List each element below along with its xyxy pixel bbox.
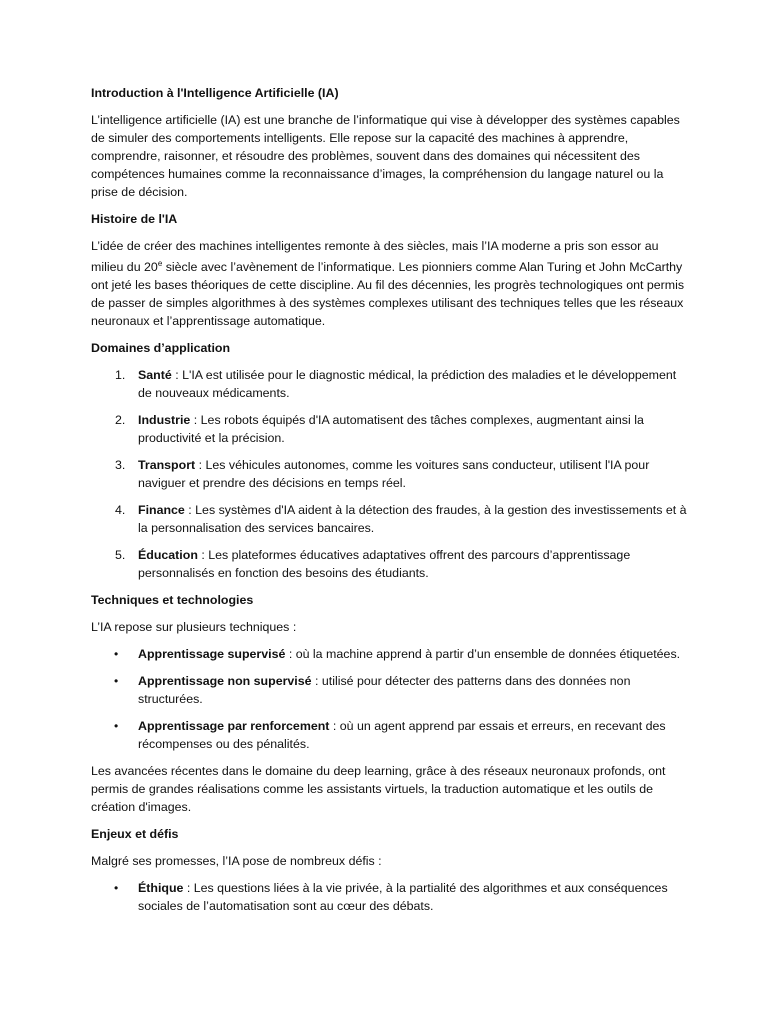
list-item-desc: : L'IA est utilisée pour le diagnostic médical, la prédiction des maladies et le développement de nouveaux médicaments.: [138, 368, 677, 401]
list-marker: 3.: [115, 458, 126, 473]
list-item-desc: : Les robots équipés d'IA automatisent des tâches complexes, augmentant ainsi la productivité et la précision.: [138, 413, 644, 446]
list-item-term: Industrie: [138, 413, 191, 428]
list-item-term: Apprentissage supervisé: [138, 647, 286, 662]
challenges-list: [91, 879, 691, 915]
list-item: [91, 411, 691, 447]
techniques-intro: L’IA repose sur plusieurs techniques :: [91, 620, 297, 635]
history-text-end: siècle avec l’avènement de l’informatique. Les pionniers comme Alan Turing et John McCarthy ont jeté les bases théoriques de cette discipline. Au fil des décennies, les progrès technologiques ont permis de passer de simples algorithmes à des systèmes complexes utilisant des techniques telles que les réseaux neuronaux et l’apprentissage automatique.: [91, 260, 685, 329]
list-item-term: Apprentissage non supervisé: [138, 674, 312, 689]
bullet-icon: •: [114, 674, 119, 689]
bullet-icon: •: [114, 719, 119, 734]
history-heading: Histoire de l'IA: [91, 212, 178, 226]
list-item-desc: : Les plateformes éducatives adaptatives offrent des parcours d’apprentissage personnalisés en fonction des besoins des étudiants.: [138, 548, 631, 581]
history-text-start: L’idée de créer des machines intelligentes remonte à des siècles, mais l’IA moderne a pris son essor au milieu du 20: [91, 239, 659, 275]
list-item: [91, 501, 691, 537]
applications-list: [91, 366, 691, 582]
list-marker: 5.: [115, 548, 126, 563]
century-superscript: e: [157, 259, 163, 268]
list-item-desc: : utilisé pour détecter des patterns dans des données non structurées.: [138, 674, 631, 707]
challenges-heading: Enjeux et défis: [91, 827, 179, 842]
techniques-list: [91, 645, 691, 753]
list-marker: 1.: [115, 368, 126, 383]
list-item-desc: : Les véhicules autonomes, comme les voitures sans conducteur, utilisent l'IA pour naviguer et prendre des décisions en temps réel.: [138, 458, 650, 491]
bullet-icon: •: [114, 647, 119, 662]
history-paragraph: [91, 237, 691, 330]
document-title: Introduction à l'Intelligence Artificielle (IA): [91, 86, 339, 100]
list-item-term: Apprentissage par renforcement: [138, 719, 330, 734]
applications-heading: Domaines d’application: [91, 341, 231, 356]
list-item-term: Santé: [138, 368, 172, 383]
list-item-desc: : Les systèmes d'IA aident à la détection des fraudes, à la gestion des investissements et à la personnalisation des services bancaires.: [138, 503, 687, 536]
challenges-intro: Malgré ses promesses, l’IA pose de nombreux défis :: [91, 854, 382, 869]
list-item-desc: : Les questions liées à la vie privée, à la partialité des algorithmes et aux conséquences sociales de l’automatisation sont au cœur des débats.: [138, 881, 668, 914]
list-item: [91, 456, 691, 492]
list-marker: 4.: [115, 503, 126, 518]
techniques-heading: Techniques et technologies: [91, 593, 254, 608]
list-marker: 2.: [115, 413, 126, 428]
list-item-desc: : où la machine apprend à partir d’un ensemble de données étiquetées.: [285, 647, 681, 662]
bullet-icon: •: [114, 881, 119, 896]
list-item: [91, 366, 691, 402]
list-item-term: Éducation: [138, 548, 198, 563]
list-item-desc: : où un agent apprend par essais et erreurs, en recevant des récompenses ou des pénalités.: [138, 719, 666, 752]
list-item: [91, 645, 691, 663]
list-item: [91, 879, 691, 915]
document-page: [91, 84, 691, 924]
techniques-outro: Les avancées récentes dans le domaine du deep learning, grâce à des réseaux neuronaux profonds, ont permis de grandes réalisations comme les assistants virtuels, la traduction automatique et les outils de création d'images.: [91, 764, 666, 815]
list-item: [91, 672, 691, 708]
list-item-term: Éthique: [138, 881, 184, 896]
list-item-term: Finance: [138, 503, 185, 518]
list-item-term: Transport: [138, 458, 196, 473]
intro-paragraph: L’intelligence artificielle (IA) est une branche de l’informatique qui vise à développer des systèmes capables de simuler des comportements intelligents. Elle repose sur la capacité des machines à apprendre, comprendre, raisonner, et résoudre des problèmes, souvent dans des domaines qui nécessitent des compétences humaines comme la reconnaissance d’images, la compréhension du langage naturel ou la prise de décision.: [91, 113, 680, 199]
list-item: [91, 717, 691, 753]
list-item: [91, 546, 691, 582]
